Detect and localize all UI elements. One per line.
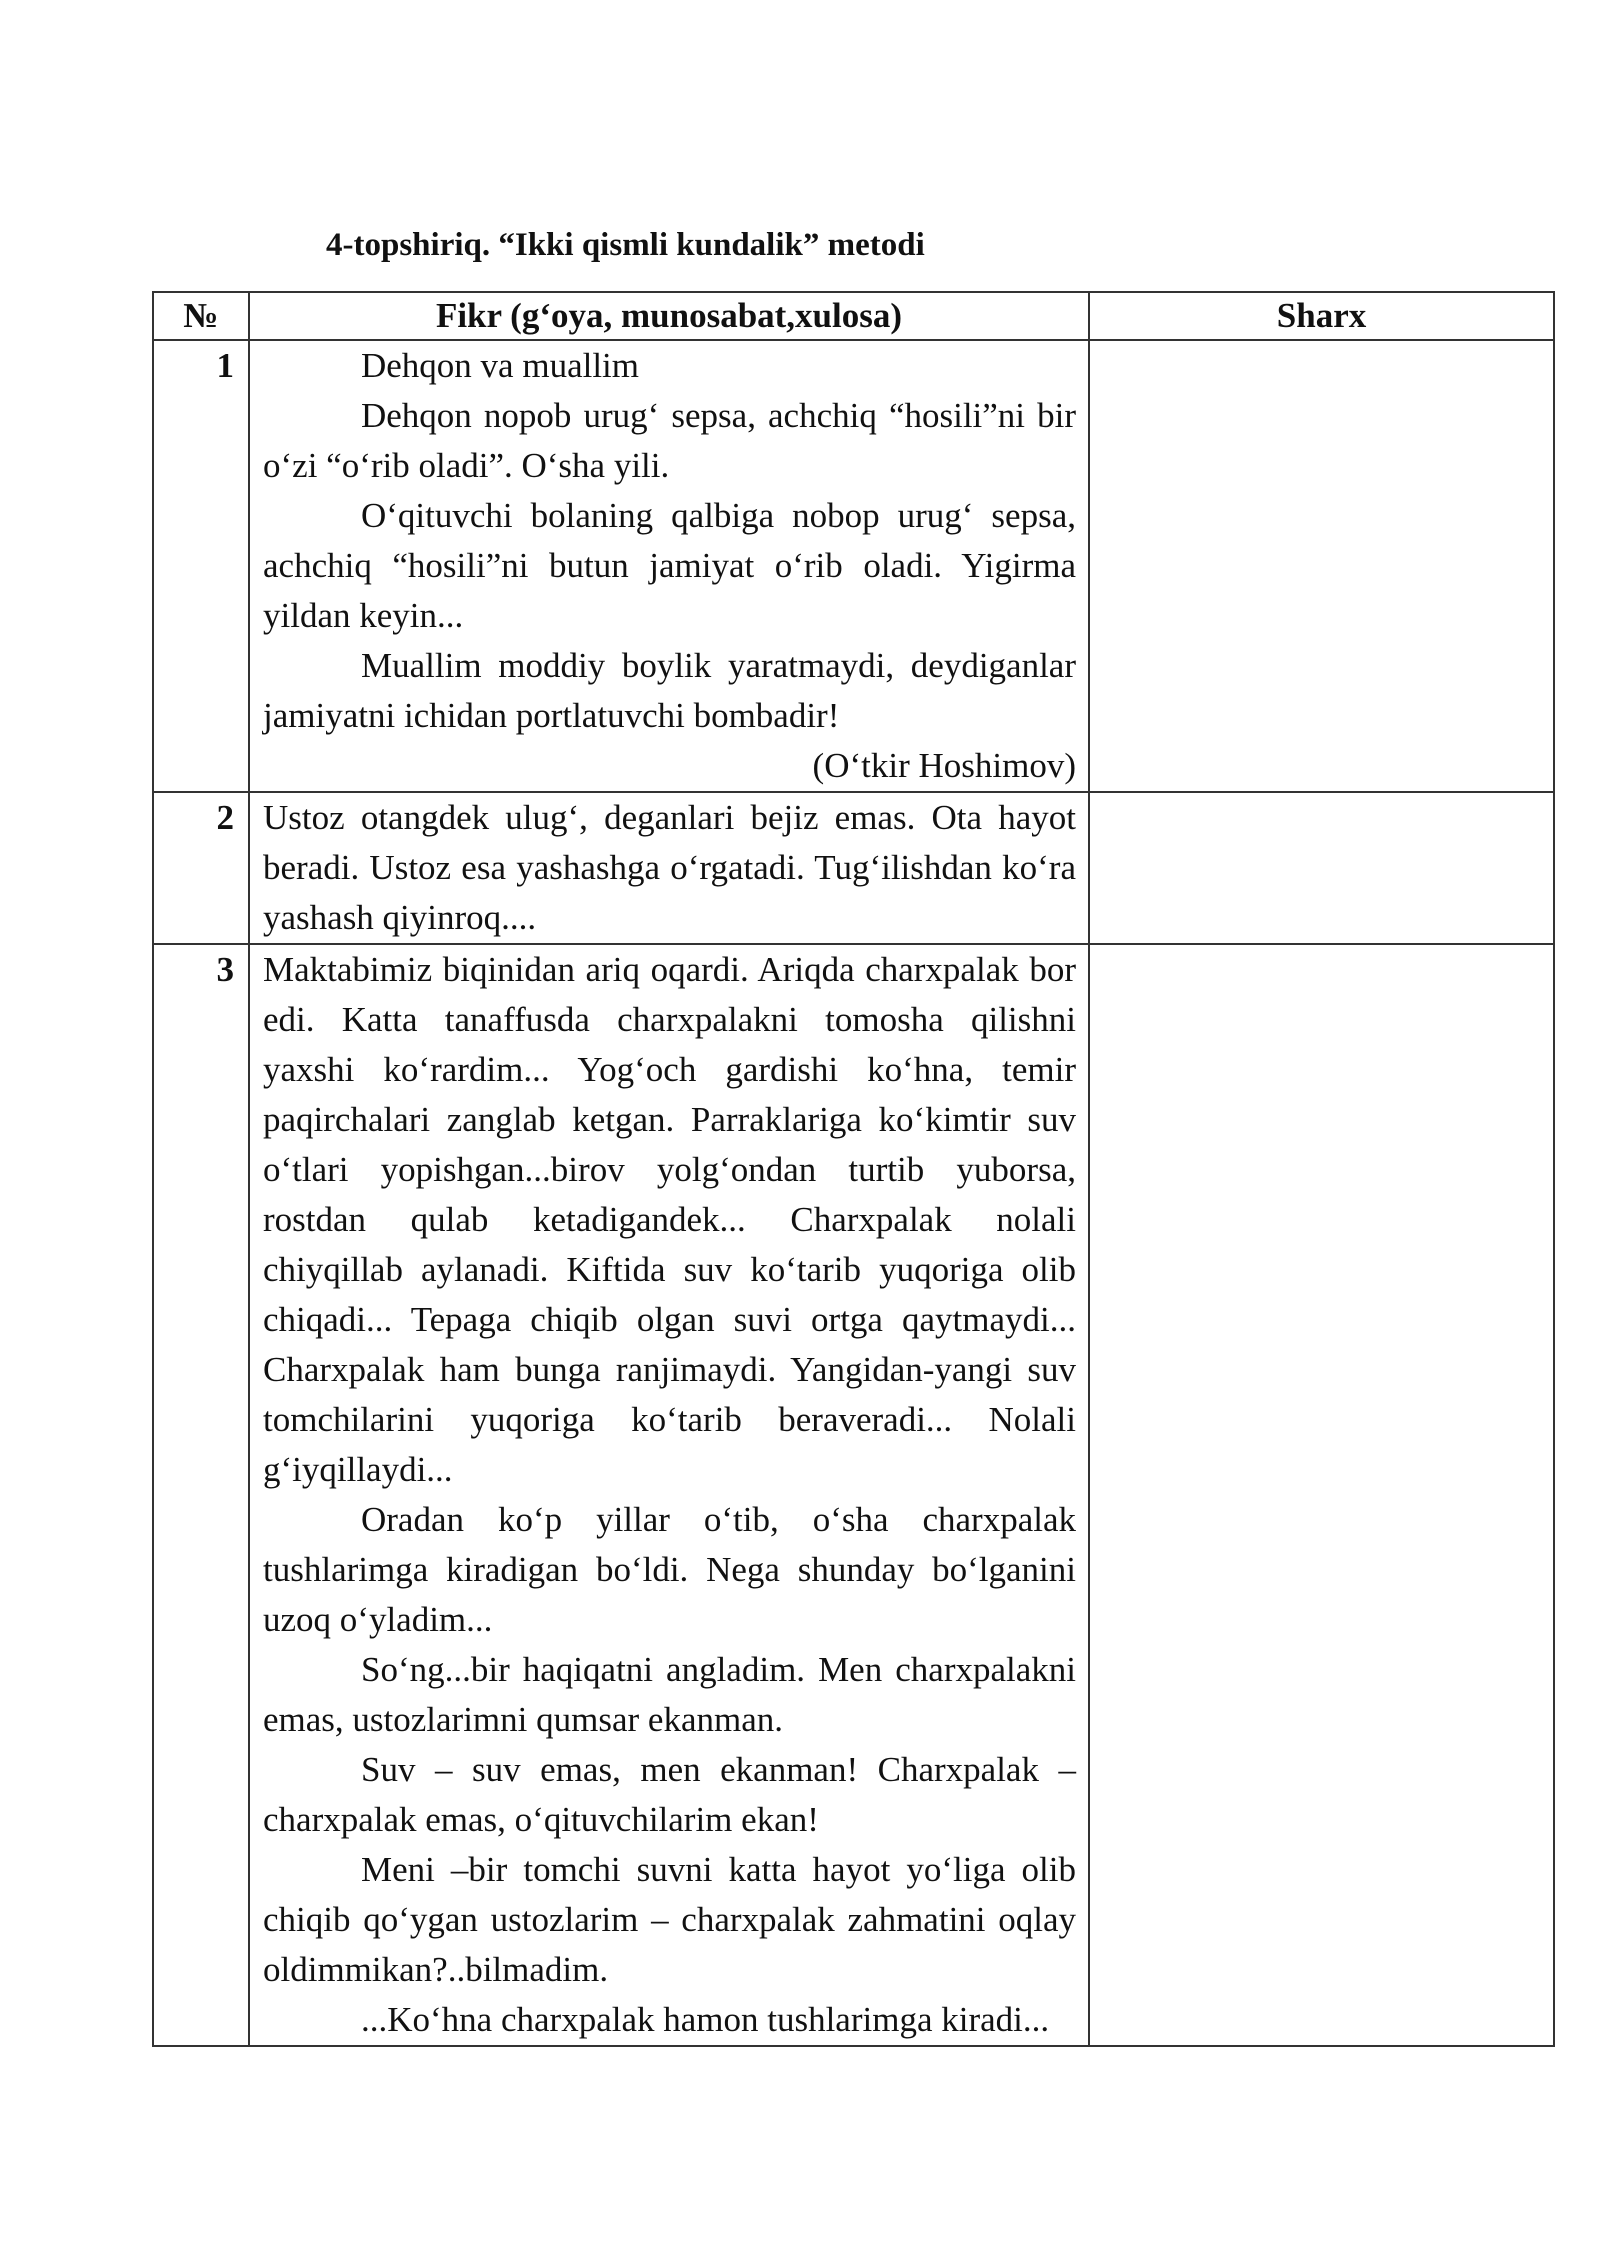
row-paragraph: Ustoz otangdek ulug‘, deganlari bejiz emas. Ota hayot beradi. Ustoz esa yashashga o‘rgatadi. Tug‘ilishdan ko‘ra yashash qiyinroq.... [263, 798, 1076, 937]
header-number: № [153, 292, 249, 340]
comment-cell[interactable] [1089, 792, 1554, 944]
row-paragraph: So‘ng...bir haqiqatni angladim. Men charxpalakni emas, ustozlarimni qumsar ekanman. [263, 1650, 1076, 1739]
table-row [153, 792, 1554, 944]
row-paragraph: Dehqon va muallim [361, 346, 640, 385]
comment-cell[interactable] [1089, 944, 1554, 2046]
comment-cell[interactable] [1089, 340, 1554, 792]
two-part-diary-table [152, 291, 1555, 2047]
quote-author: (O‘tkir Hoshimov) [812, 746, 1076, 785]
row-paragraph: ...Ko‘hna charxpalak hamon tushlarimga kiradi... [361, 2000, 1050, 2039]
thought-cell [249, 944, 1089, 2046]
page-title: 4-topshiriq. “Ikki qismli kundalik” metodi [326, 227, 925, 263]
row-number: 1 [153, 340, 249, 792]
table-row [153, 340, 1554, 792]
row-paragraph: Dehqon nopob urug‘ sepsa, achchiq “hosili”ni bir o‘zi “o‘rib oladi”. O‘sha yili. [263, 396, 1076, 485]
thought-cell [249, 792, 1089, 944]
row-paragraph: Maktabimiz biqinidan ariq oqardi. Ariqda charxpalak bor edi. Katta tanaffusda charxpalakni tomosha qilishni yaxshi ko‘rardim... Yog‘och gardishi ko‘hna, temir paqirchalari zanglab ketgan. Parraklariga ko‘kimtir suv o‘tlari yopishgan...birov yolg‘ondan turtib yuborsa, rostdan qulab ketadigandek... Charxpalak nolali chiyqillab aylanadi. Kiftida suv ko‘tarib yuqoriga olib chiqadi... Tepaga chiqib olgan suvi ortga qaytmaydi... Charxpalak ham bunga ranjimaydi. Yangidan-yangi suv tomchilarini yuqoriga ko‘tarib beraveradi... Nolali g‘iyqillaydi... [263, 950, 1076, 1489]
thought-cell [249, 340, 1089, 792]
table-header-row [153, 292, 1554, 340]
table-row [153, 944, 1554, 2046]
row-paragraph: O‘qituvchi bolaning qalbiga nobop urug‘ sepsa, achchiq “hosili”ni butun jamiyat o‘rib oladi. Yigirma yildan keyin... [263, 496, 1076, 635]
header-comment: Sharx [1089, 292, 1554, 340]
row-paragraph: Oradan ko‘p yillar o‘tib, o‘sha charxpalak tushlarimga kiradigan bo‘ldi. Nega shunday bo‘lganini uzoq o‘yladim... [263, 1500, 1076, 1639]
header-thought: Fikr (g‘oya, munosabat,xulosa) [249, 292, 1089, 340]
row-number: 2 [153, 792, 249, 944]
row-number: 3 [153, 944, 249, 2046]
row-paragraph: Muallim moddiy boylik yaratmaydi, deydiganlar jamiyatni ichidan portlatuvchi bombadir! [263, 646, 1076, 735]
row-paragraph: Suv – suv emas, men ekanman! Charxpalak – charxpalak emas, o‘qituvchilarim ekan! [263, 1750, 1076, 1839]
row-paragraph: Meni –bir tomchi suvni katta hayot yo‘liga olib chiqib qo‘ygan ustozlarim – charxpalak zahmatini oqlay oldimmikan?..bilmadim. [263, 1850, 1076, 1989]
